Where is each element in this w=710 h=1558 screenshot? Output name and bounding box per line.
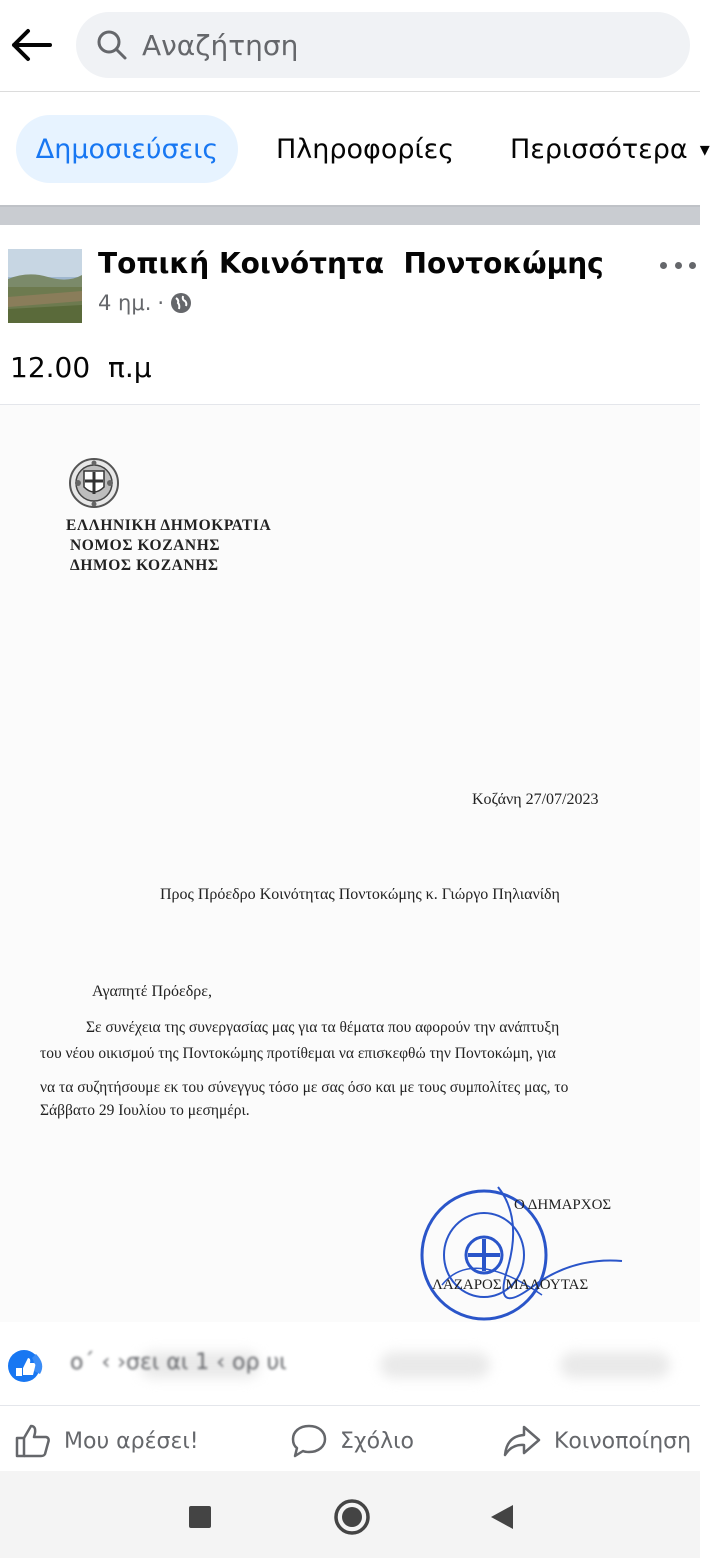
recents-button[interactable]	[178, 1495, 222, 1539]
doc-greeting: Αγαπητέ Πρόεδρε,	[92, 983, 212, 1000]
chevron-down-icon: ▾	[699, 137, 710, 161]
home-button[interactable]	[330, 1495, 374, 1539]
search-placeholder: Αναζήτηση	[142, 28, 299, 62]
reactions-summary[interactable]	[0, 1322, 700, 1406]
circle-icon	[332, 1497, 372, 1537]
reactions-text: ο΄ ‹ ›σει αι 1 ‹ ορ υι	[70, 1350, 287, 1375]
tab-about[interactable]: Πληροφορίες	[276, 133, 455, 165]
post-author[interactable]: Τοπική Κοινότητα Ποντοκώμης	[98, 247, 604, 280]
post-meta	[98, 291, 192, 315]
tab-more[interactable]	[510, 115, 710, 183]
doc-date: Κοζάνη 27/07/2023	[472, 791, 599, 808]
meta-separator: ·	[157, 291, 165, 315]
avatar-image	[8, 249, 82, 323]
post-text: 12.00 π.μ	[10, 351, 152, 384]
post-image-document[interactable]	[0, 404, 700, 1322]
arrow-left-icon	[10, 28, 52, 62]
post-time[interactable]: 4 ημ.	[98, 291, 152, 315]
blur-smudge	[560, 1352, 670, 1378]
globe-icon	[170, 292, 192, 314]
more-horizontal-icon	[660, 262, 696, 269]
doc-body-line: Σάββατο 29 Ιουλίου το μεσημέρι.	[40, 1102, 250, 1119]
thumbs-up-icon	[14, 1423, 52, 1459]
back-button[interactable]	[8, 22, 54, 68]
share-icon	[502, 1423, 542, 1459]
tab-more-label: Περισσότερα	[510, 133, 688, 165]
post-options-button[interactable]	[660, 255, 696, 275]
reaction-icon	[6, 1346, 50, 1386]
like-label: Μου αρέσει!	[64, 1428, 199, 1454]
tab-posts[interactable]: Δημοσιεύσεις	[16, 115, 238, 183]
doc-body-line: Σε συνέχεια της συνεργασίας μας για τα θέματα που αφορούν την ανάπτυξη	[86, 1019, 560, 1036]
comment-button[interactable]	[290, 1419, 414, 1463]
blur-smudge	[380, 1352, 490, 1378]
doc-signature-name: ΛΑΖΑΡΟΣ ΜΑΛΟΥΤΑΣ	[432, 1277, 589, 1293]
search-icon	[96, 29, 128, 61]
avatar[interactable]	[8, 249, 82, 323]
triangle-back-icon	[489, 1503, 515, 1531]
square-icon	[188, 1505, 212, 1529]
post-header	[0, 225, 700, 405]
like-button[interactable]	[14, 1419, 199, 1463]
coat-of-arms-icon	[68, 457, 120, 509]
doc-recipient: Προς Πρόεδρο Κοινότητας Ποντοκώμης κ. Γιώργο Πηλιανίδη	[160, 886, 560, 903]
comment-label: Σχόλιο	[340, 1428, 414, 1454]
doc-header-republic: ΕΛΛΗΝΙΚΗ ΔΗΜΟΚΡΑΤΙΑ	[66, 517, 272, 534]
doc-signature-title: Ο ΔΗΜΑΡΧΟΣ	[514, 1197, 612, 1213]
share-label: Κοινοποίηση	[554, 1428, 692, 1454]
comment-icon	[290, 1423, 328, 1459]
doc-header-municipality: ΔΗΜΟΣ ΚΟΖΑΝΗΣ	[70, 557, 219, 574]
doc-header-prefecture: ΝΟΜΟΣ ΚΟΖΑΝΗΣ	[70, 537, 221, 554]
doc-body-line: να τα συζητήσουμε εκ του σύνεγγυς τόσο με σας όσο και με τους συμπολίτες μας, το	[40, 1079, 569, 1096]
share-button[interactable]	[502, 1419, 691, 1463]
search-input[interactable]	[76, 12, 690, 78]
system-nav-bar	[0, 1471, 700, 1558]
section-divider	[0, 205, 700, 225]
top-bar	[0, 0, 700, 92]
post-actions	[0, 1407, 700, 1471]
doc-body-line: του νέου οικισμού της Ποντοκώμης προτίθεμαι να επισκεφθώ την Ποντοκώμη, για	[40, 1045, 556, 1062]
system-back-button[interactable]	[480, 1495, 524, 1539]
page-tabs	[0, 93, 710, 205]
